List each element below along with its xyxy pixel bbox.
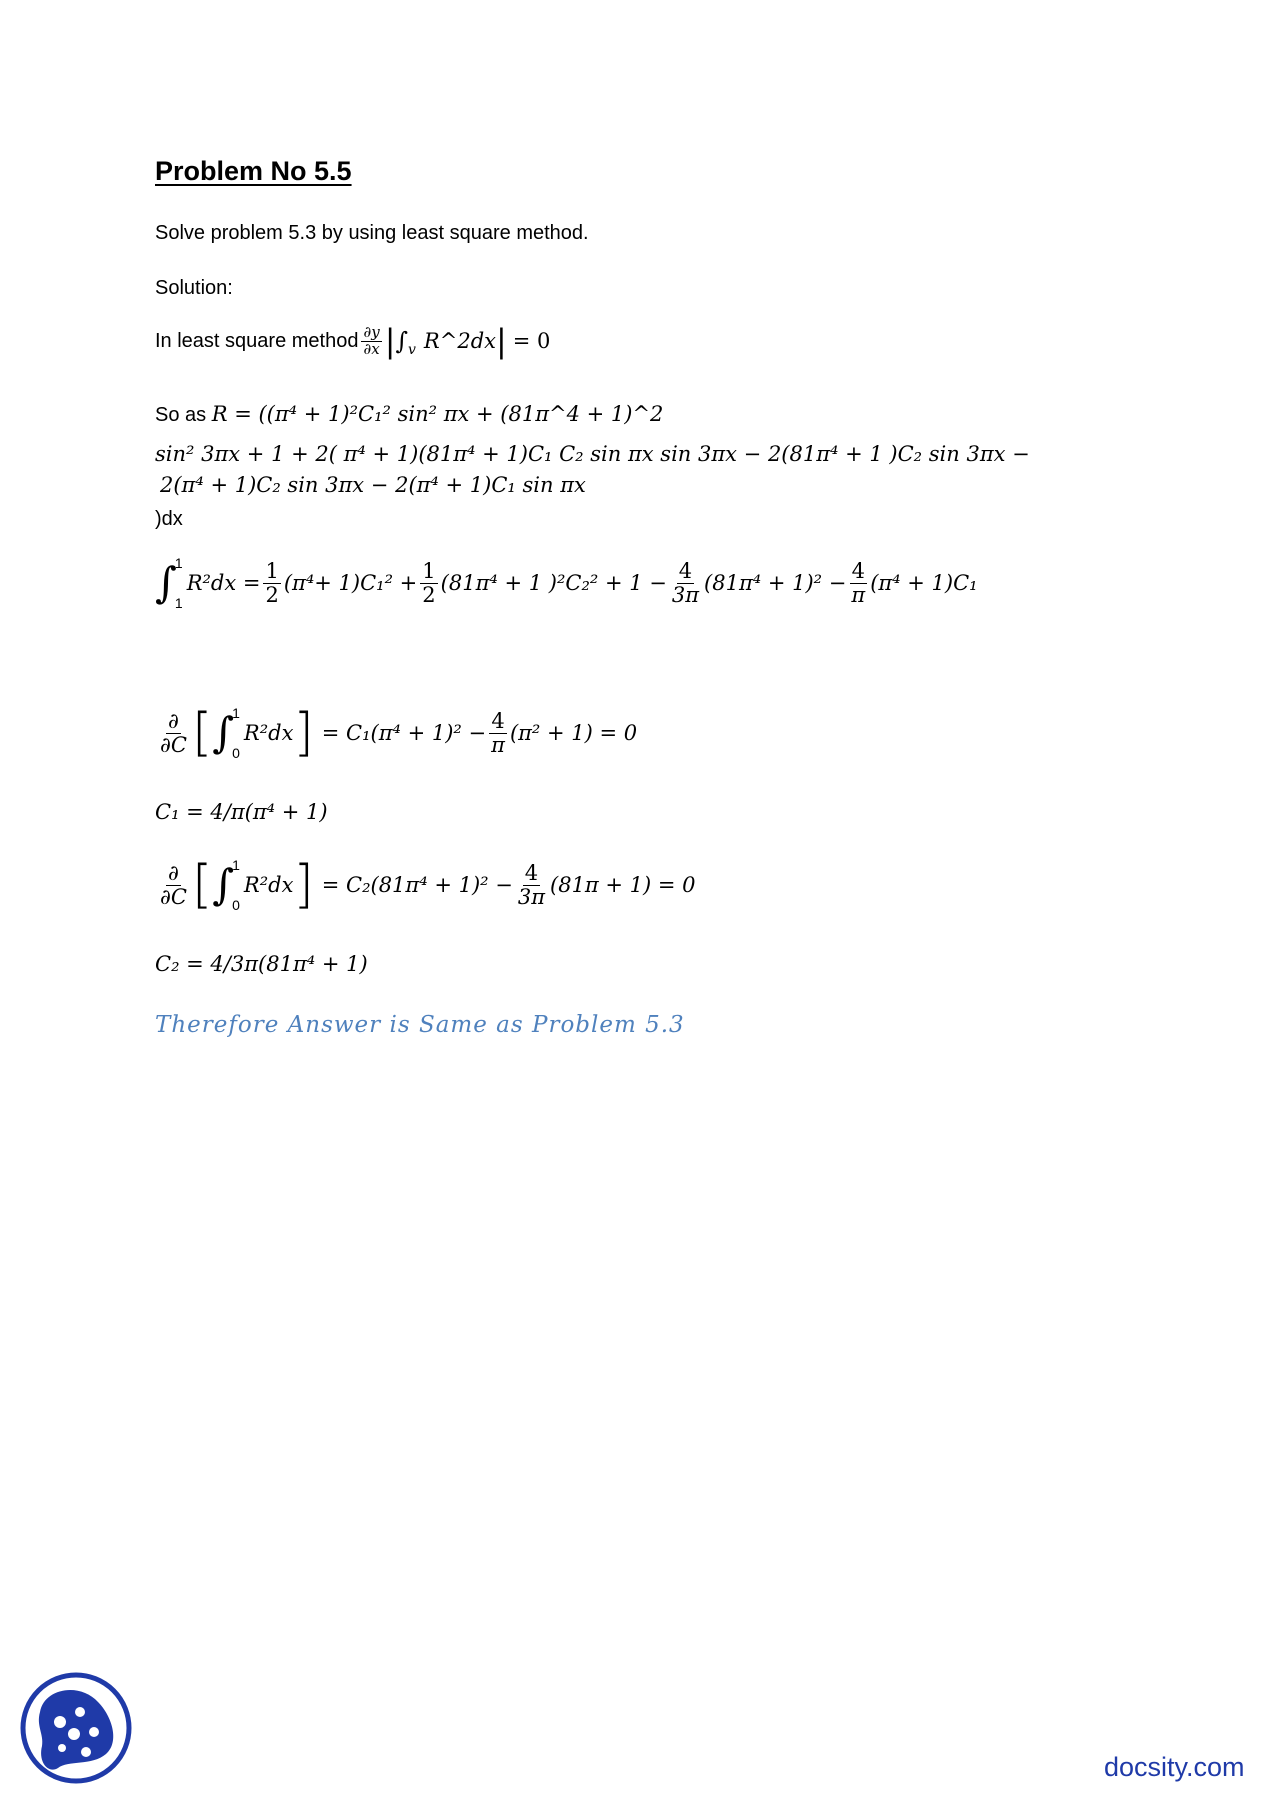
right-bracket: |	[495, 322, 507, 360]
fraction-numerator: 4	[678, 559, 693, 584]
least-square-equation	[155, 322, 550, 360]
fraction-denominator: ∂x	[363, 339, 380, 358]
close-bracket: ]	[293, 703, 314, 763]
fraction-half-2	[420, 560, 437, 605]
partial-fraction	[361, 322, 381, 358]
fraction-denominator: 3π	[671, 582, 700, 607]
fraction-denominator: ∂C	[160, 884, 187, 909]
fraction-numerator: 4	[491, 709, 505, 734]
term-4: (π⁴ + 1)C₁	[870, 571, 978, 595]
answer-statement: Therefore Answer is Same as Problem 5.3	[155, 1012, 685, 1038]
integral-sign: ∫	[212, 708, 235, 757]
fraction-denominator: 2	[422, 582, 436, 607]
term-3: (81π⁴ + 1)² −	[704, 571, 847, 595]
lower-limit: 1	[174, 595, 183, 611]
residual-line-4: )dx	[155, 508, 183, 530]
fraction-numerator: ∂	[168, 709, 179, 734]
open-bracket: [	[191, 703, 213, 763]
definite-integral	[155, 555, 187, 611]
upper-limit: 1	[174, 555, 183, 571]
residual-line-2: sin² 3πx + 1 + 2( π⁴ + 1)(81π⁴ + 1)C₁ C₂ sin πx sin 3πx − 2(81π⁴ + 1 )C₂ sin 3πx −	[155, 442, 1030, 466]
c2-result: C₂ = 4/3π(81π⁴ + 1)	[155, 952, 368, 976]
fraction-4-3pi	[516, 862, 547, 907]
problem-statement: Solve problem 5.3 by using least square method.	[155, 222, 589, 244]
open-bracket: [	[191, 855, 213, 915]
fraction-numerator: 4	[524, 861, 539, 886]
rhs-part-2: (π² + 1) = 0	[509, 721, 638, 745]
integral-sign: ∫	[395, 327, 408, 355]
derivative-equation-1	[155, 705, 637, 761]
fraction-4-pi	[489, 710, 507, 755]
solution-label: Solution:	[155, 277, 233, 299]
residual-line-3: 2(π⁴ + 1)C₂ sin 3πx − 2(π⁴ + 1)C₁ sin πx	[160, 473, 586, 497]
integral-limits	[232, 857, 240, 913]
lower-limit: 0	[232, 745, 240, 761]
definite-integral	[212, 857, 244, 913]
fraction-denominator: π	[491, 732, 505, 757]
integrand: R²dx	[243, 873, 294, 897]
upper-limit: 1	[232, 857, 240, 873]
equation-rhs: = 0	[512, 329, 551, 353]
fraction-denominator: ∂C	[160, 732, 187, 757]
c1-result: C₁ = 4/π(π⁴ + 1)	[155, 800, 328, 824]
integral-lhs: R²dx =	[186, 571, 261, 595]
left-bracket: |	[384, 322, 396, 360]
fraction-denominator: 2	[265, 582, 279, 607]
integral-sign: ∫	[212, 860, 235, 909]
lower-limit: 0	[232, 897, 240, 913]
so-as-label: So as	[155, 404, 207, 426]
rhs-part-1: = C₁(π⁴ + 1)² −	[321, 721, 487, 745]
integrand: R^2dx	[423, 329, 496, 353]
problem-title: Problem No 5.5	[155, 156, 352, 186]
fraction-numerator: ∂	[168, 861, 179, 886]
rhs-part-2: (81π + 1) = 0	[550, 873, 696, 897]
docsity-brand-link[interactable]: docsity.com	[1104, 1752, 1245, 1782]
fraction-numerator: 4	[851, 559, 865, 584]
fraction-denominator: 3π	[517, 884, 546, 909]
fraction-numerator: 1	[265, 559, 279, 584]
fraction-half-1	[263, 560, 280, 605]
docsity-logo-icon[interactable]	[20, 1672, 132, 1784]
derivative-equation-2	[155, 857, 696, 913]
integral-limits	[175, 555, 183, 611]
term-1: (π⁴+ 1)C₁² +	[283, 571, 418, 595]
integral-limits	[232, 705, 240, 761]
fraction-4-3pi	[670, 560, 701, 605]
fraction-denominator: π	[851, 582, 866, 607]
residual-line-1: R = ((π⁴ + 1)²C₁² sin² πx + (81π^4 + 1)^2	[211, 402, 664, 426]
integrand: R²dx	[243, 721, 294, 745]
definite-integral	[212, 705, 244, 761]
rhs-part-1: = C₂(81π⁴ + 1)² −	[321, 873, 513, 897]
fraction-4-pi	[849, 560, 867, 605]
close-bracket: ]	[293, 855, 314, 915]
integral-sign: ∫	[155, 558, 177, 607]
fraction-numerator: 1	[422, 559, 436, 584]
upper-limit: 1	[232, 705, 240, 721]
residual-definition	[155, 402, 663, 427]
integral-subscript: v	[408, 342, 416, 358]
least-square-label: In least square method	[155, 329, 359, 352]
partial-derivative-operator	[158, 862, 189, 907]
fraction-numerator: ∂y	[363, 322, 380, 341]
partial-derivative-operator	[158, 710, 189, 755]
integral-equation	[155, 555, 978, 611]
term-2: (81π⁴ + 1 )²C₂² + 1 −	[440, 571, 667, 595]
